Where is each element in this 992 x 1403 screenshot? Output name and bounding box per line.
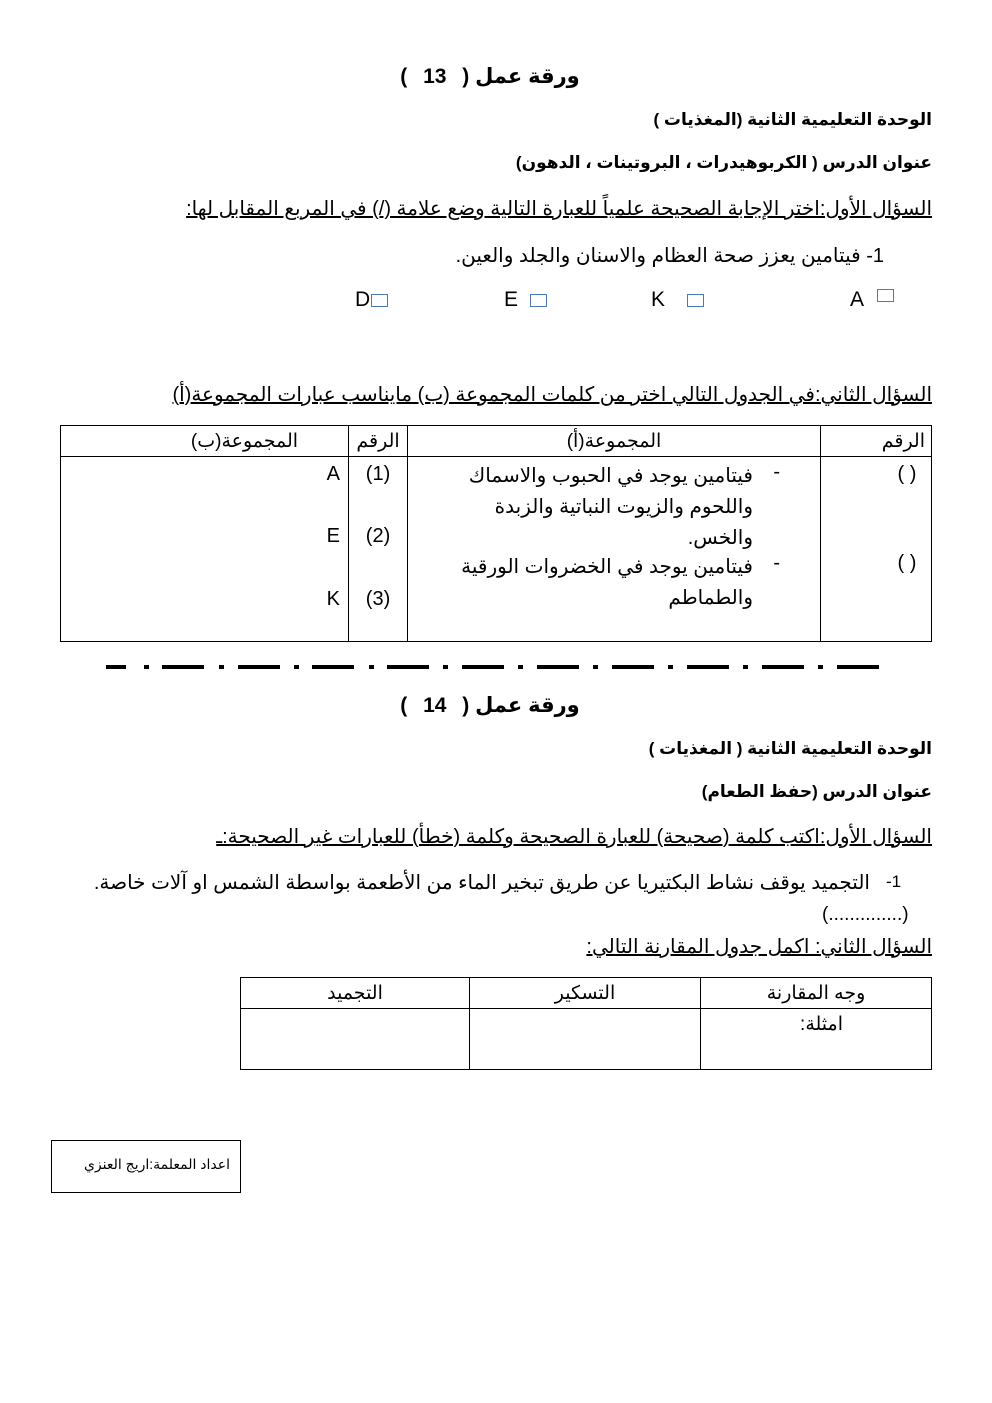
- question-1: السؤال الأول:اكتب كلمة (صحيحة) للعبارة الصحيحة وكلمة (خطأ) للعبارات غير الصحيحة:ـ: [216, 826, 932, 848]
- header-group-a: المجموعة(أ): [408, 426, 821, 457]
- question-1-number: -1: [886, 872, 902, 891]
- blank-column: [821, 457, 932, 642]
- examples-label: امثلة:: [800, 1014, 843, 1035]
- header-number-a: الرقم: [821, 426, 932, 457]
- group-a-column: [408, 457, 821, 642]
- group-b-item-2: E: [326, 525, 340, 547]
- group-a-item-2: فيتامين يوجد في الخضروات الورقية والطماطم: [461, 556, 753, 609]
- title-prefix: ورقة عمل (: [462, 65, 580, 88]
- option-d[interactable]: [355, 288, 388, 312]
- worksheet-number: 14: [423, 694, 447, 717]
- list-dash: -: [773, 552, 780, 574]
- worksheet-14-title: [380, 693, 600, 718]
- unit-heading: الوحدة التعليمية الثانية (المغذيات ): [653, 110, 932, 129]
- group-a-item-1: فيتامين يوجد في الحبوب والاسماك واللحوم والزيوت النباتية والزبدة والخس.: [468, 465, 753, 549]
- header-group-b: المجموعة(ب): [61, 426, 349, 457]
- number-2: (2): [365, 525, 391, 547]
- lesson-heading: عنوان الدرس (حفظ الطعام): [701, 782, 932, 801]
- answer-blank[interactable]: ( ): [897, 463, 917, 485]
- worksheet-number: 13: [423, 65, 447, 88]
- title-suffix: ): [400, 694, 408, 717]
- freezing-examples-cell[interactable]: [241, 1009, 470, 1070]
- credit-text: اعداد المعلمة:اريج العنزي: [83, 1156, 230, 1172]
- header-canning: التسكير: [470, 978, 701, 1009]
- option-label: K: [651, 288, 666, 311]
- list-dash: -: [773, 461, 780, 483]
- answer-blank[interactable]: (..............): [822, 904, 909, 925]
- title-suffix: ): [400, 65, 408, 88]
- worksheet-13-title: [380, 64, 600, 89]
- checkbox-icon[interactable]: [371, 294, 388, 307]
- option-e[interactable]: [504, 288, 547, 312]
- option-label: D: [355, 288, 371, 311]
- unit-heading: الوحدة التعليمية الثانية ( المغذيات ): [648, 739, 932, 758]
- number-column: [349, 457, 408, 642]
- checkbox-icon[interactable]: [877, 289, 894, 302]
- number-3: (3): [365, 588, 391, 610]
- question-2: السؤال الثاني:في الجدول التالي اختر من كلمات المجموعة (ب) مايناسب عبارات المجموعة(أ): [172, 384, 932, 406]
- lesson-heading: عنوان الدرس ( الكربوهيدرات ، البروتينات ، الدهون): [515, 153, 932, 172]
- answer-blank[interactable]: ( ): [897, 552, 917, 574]
- option-k[interactable]: [651, 288, 704, 312]
- header-number-b: الرقم: [349, 426, 408, 457]
- checkbox-icon[interactable]: [687, 294, 704, 307]
- checkbox-icon[interactable]: [530, 294, 547, 307]
- canning-examples-cell[interactable]: [470, 1009, 701, 1070]
- question-1-item: التجميد يوقف نشاط البكتيريا عن طريق تبخير الماء من الأطعمة بواسطة الشمس او آلات خاصة.: [93, 872, 870, 894]
- option-label: E: [504, 288, 519, 311]
- header-comparison-aspect: وجه المقارنة: [701, 978, 932, 1009]
- option-a[interactable]: [850, 288, 894, 312]
- question-1: السؤال الأول:اختر الإجابة الصحيحة علمياً للعبارة التالية وضع علامة (/) في المربع المقابل لها:: [186, 198, 932, 220]
- number-1: (1): [365, 463, 391, 485]
- teacher-credit: [51, 1140, 241, 1193]
- question-2: السؤال الثاني: اكمل جدول المقارنة التالي:: [586, 936, 932, 958]
- comparison-table: [240, 977, 932, 1070]
- option-label: A: [850, 288, 863, 311]
- title-prefix: ورقة عمل (: [462, 694, 580, 717]
- examples-label-cell: [701, 1009, 932, 1070]
- question-1-item: 1- فيتامين يعزز صحة العظام والاسنان والجلد والعين.: [455, 245, 884, 267]
- group-b-item-1: A: [326, 463, 340, 485]
- group-b-item-3: K: [326, 588, 340, 610]
- matching-table: [60, 425, 932, 642]
- header-freezing: التجميد: [241, 978, 470, 1009]
- group-b-column: [61, 457, 349, 642]
